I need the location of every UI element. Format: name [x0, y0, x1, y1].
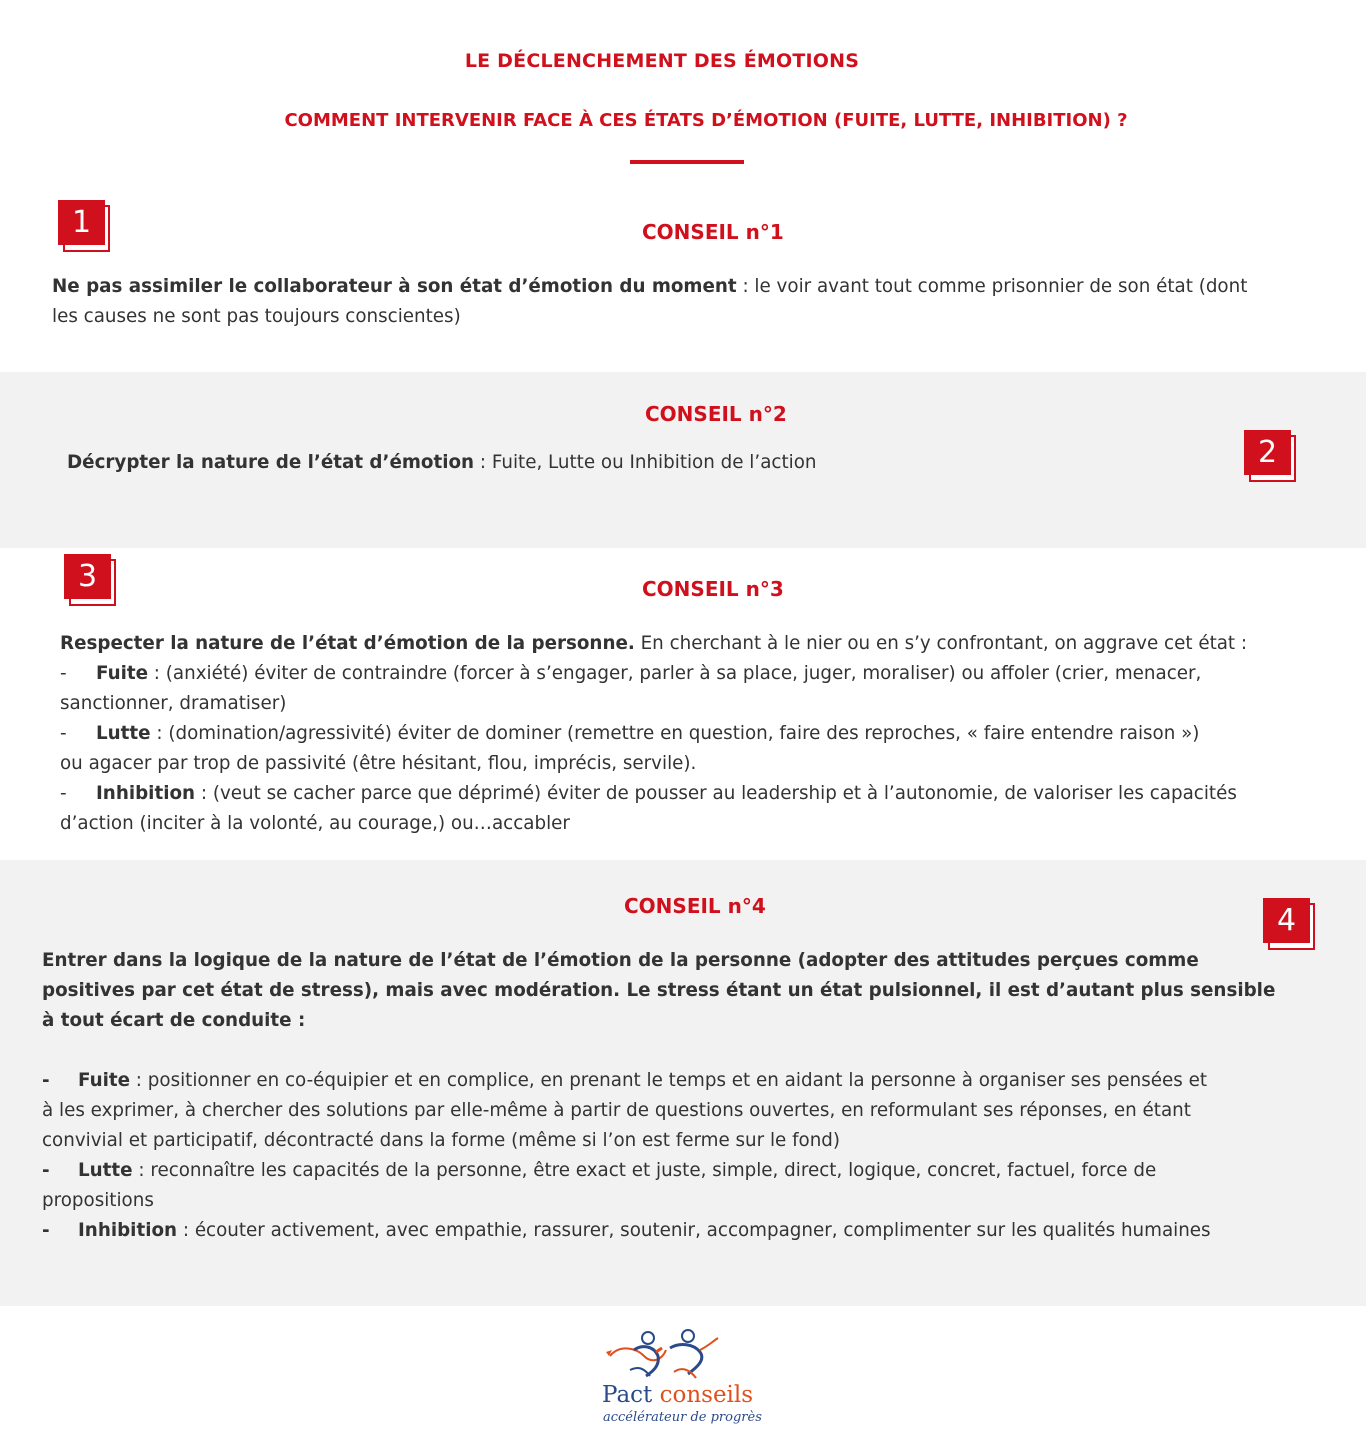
conseil-2-title: CONSEIL n°2: [645, 402, 787, 426]
conseil-4-text: Entrer dans la logique de la nature de l’état de l’émotion de la personne (adopter des attitudes perçues comme positives par cet état de stress), mais avec modération. Le stress étant un état pulsionnel, il est d’autant plus sensible à tout écart de conduite : - Fuite : positionner en co-équipier et en complice, en prenant le temps et en aidant la personne à organiser ses pensées et à les exprimer, à chercher des solutions par elle-même à partir de questions ouvertes, en reformulant ses réponses, en étant convivial et participatif, décontracté dans la forme (même si l’on est ferme sur le fond) - Lutte : reconnaître les capacités de la personne, être exact et juste, simple, direct, logique, concret, factuel, force de propositions - Inhibition : écouter activement, avec empathie, rassurer, soutenir, accompagner, complimenter sur les qualités humaines: [42, 946, 1342, 1246]
number-badge-2: 2: [1244, 430, 1296, 482]
conseil-3-section: [0, 548, 1366, 860]
page-subtitle: COMMENT INTERVENIR FACE À CES ÉTATS D’ÉMOTION (FUITE, LUTTE, INHIBITION) ?: [284, 110, 1128, 131]
number-badge-4: 4: [1263, 898, 1315, 950]
list-item: - Fuite : (anxiété) éviter de contraindre (forcer à s’engager, parler à sa place, juger, moraliser) ou affoler (crier, menacer,: [60, 663, 1202, 684]
conseil-2-section: [0, 372, 1366, 548]
conseil-4-bold: Entrer dans la logique de la nature de l’état de l’émotion de la personne (adopter des attitudes perçues comme: [42, 950, 1199, 971]
conseil-1-bold: Ne pas assimiler le collaborateur à son état d’émotion du moment: [52, 276, 737, 297]
company-logo: [596, 1326, 772, 1426]
title-divider: [630, 160, 744, 164]
conseil-4-section: [0, 860, 1366, 1306]
list-item: - Inhibition : (veut se cacher parce que déprimé) éviter de pousser au leadership et à l’autonomie, de valoriser les capacités: [60, 783, 1237, 804]
conseil-3-title: CONSEIL n°3: [642, 577, 784, 601]
conseil-3-text: Respecter la nature de l’état d’émotion de la personne. En cherchant à le nier ou en s’y confrontant, on aggrave cet état : - Fuite : (anxiété) éviter de contraindre (forcer à s’engager, parler à sa place, juger, moraliser) ou affoler (crier, menacer, sanctionner, dramatiser) - Lutte : (domination/agressivité) éviter de dominer (remettre en question, faire des reproches, « faire entendre raison ») ou agacer par trop de passivité (être hésitant, flou, imprécis, servile). - Inhibition : (veut se cacher parce que déprimé) éviter de pousser au leadership et à l’autonomie, de valoriser les capacités d’action (inciter à la volonté, au courage,) ou…accabler: [60, 629, 1350, 839]
conseil-1-text: Ne pas assimiler le collaborateur à son état d’émotion du moment : le voir avant tout comme prisonnier de son état (dont les causes ne sont pas toujours conscientes): [52, 276, 1248, 327]
conseil-1-section: [0, 190, 1366, 372]
list-item: - Inhibition : écouter activement, avec empathie, rassurer, soutenir, accompagner, complimenter sur les qualités humaines: [42, 1220, 1211, 1241]
logo-tagline: accélérateur de progrès: [603, 1410, 762, 1425]
conseil-3-bold: Respecter la nature de l’état d’émotion de la personne.: [60, 633, 635, 654]
list-item: - Fuite : positionner en co-équipier et en complice, en prenant le temps et en aidant la personne à organiser ses pensées et: [42, 1070, 1208, 1091]
conseil-4-title: CONSEIL n°4: [624, 894, 766, 918]
conseil-2-text: Décrypter la nature de l’état d’émotion : Fuite, Lutte ou Inhibition de l’action: [67, 452, 817, 473]
logo-wordmark: Pact conseils: [602, 1382, 754, 1408]
runners-logo-icon: [596, 1326, 772, 1384]
page-title: LE DÉCLENCHEMENT DES ÉMOTIONS: [464, 50, 860, 72]
number-badge-1: 1: [58, 200, 110, 252]
number-badge-3: 3: [64, 554, 116, 606]
list-item: - Lutte : (domination/agressivité) éviter de dominer (remettre en question, faire des reproches, « faire entendre raison »): [60, 723, 1200, 744]
conseil-1-title: CONSEIL n°1: [642, 220, 784, 244]
list-item: - Lutte : reconnaître les capacités de la personne, être exact et juste, simple, direct, logique, concret, factuel, force de: [42, 1160, 1157, 1181]
conseil-2-bold: Décrypter la nature de l’état d’émotion: [67, 452, 475, 473]
